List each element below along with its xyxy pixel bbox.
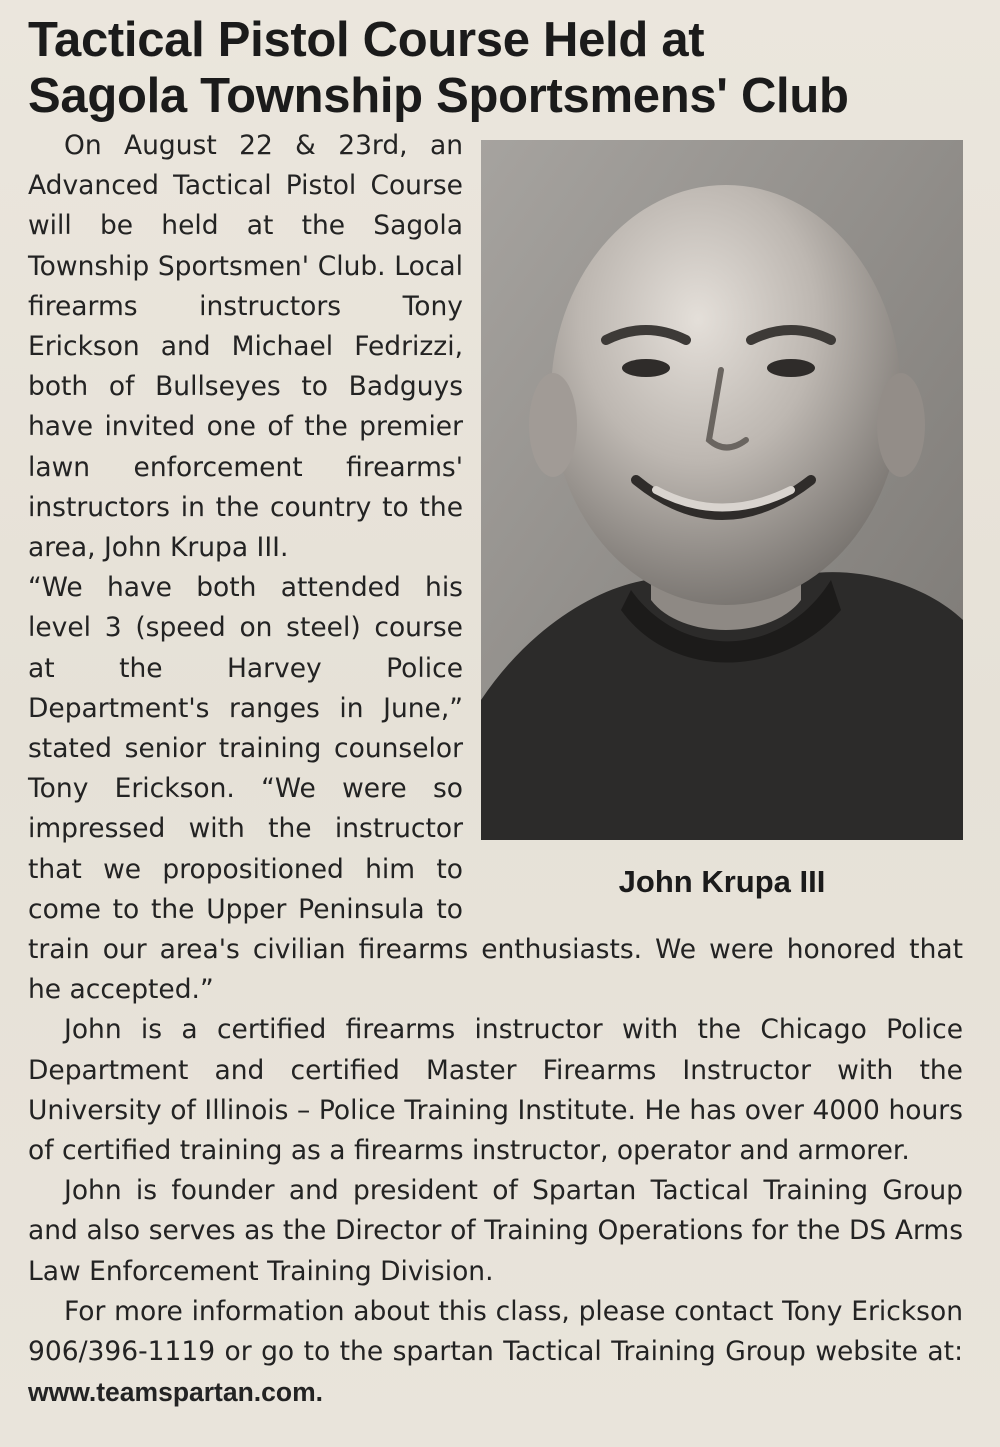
article-body (28, 126, 963, 1414)
paragraph-2: “We have both attended his level 3 (speed on steel) course at the Harvey Police Department's ranges in June,” stated senior training counselor Tony Erickson. “We were so impressed with the instructor that we propositioned him to come to the Upper Peninsula to train our area's civilian firearms enthusiasts. We were honored that he accepted.” (28, 572, 963, 1006)
article-headline (28, 12, 978, 124)
contact-text: For more information about this class, please contact Tony Erickson 906/396-1119 or go to the spartan Tactical Training Group website at: (28, 1295, 963, 1368)
headline-line-2: Sagola Township Sportsmens' Club (28, 69, 849, 123)
photo-figure (481, 140, 963, 928)
portrait-illustration (481, 140, 963, 840)
website-link[interactable]: www.teamspartan.com. (28, 1377, 324, 1408)
photo-caption: John Krupa III (618, 864, 826, 899)
paragraph-3: John is a certified firearms instructor with the Chicago Police Department and certified Master Firearms Instructor with the University of Illinois – Police Training Institute. He has over 4000 hours of certified training as a firearms instructor, operator and armorer. (28, 1014, 963, 1167)
portrait-photo (481, 140, 963, 840)
paragraph-contact (28, 1292, 963, 1414)
paragraph-1: On August 22 & 23rd, an Advanced Tactical Pistol Course will be held at the Sagola Township Sportsmen' Club. Local firearms instructors Tony Erickson and Michael Fedrizzi, both of Bullseyes to Badguys have invited one of the premier lawn enforcement firearms' instructors in the country to the area, John Krupa III. (28, 130, 463, 564)
headline-line-1: Tactical Pistol Course Held at (28, 13, 705, 67)
paragraph-4: John is founder and president of Spartan Tactical Training Group and also serves as the Director of Training Operations for the DS Arms Law Enforcement Training Division. (28, 1175, 963, 1287)
